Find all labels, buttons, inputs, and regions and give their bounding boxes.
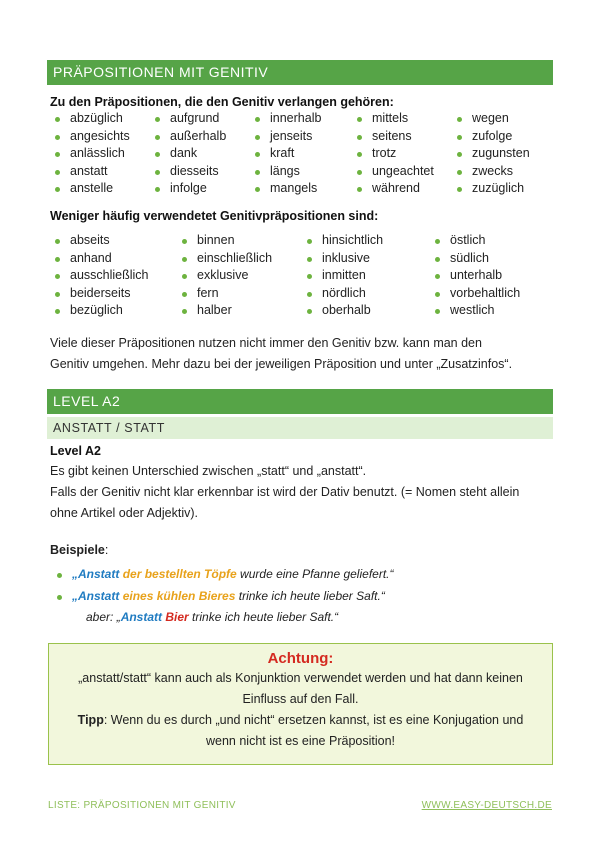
examples-colon: : (104, 543, 109, 557)
bullet-icon (357, 187, 362, 192)
rare-preposition-column-2 (177, 232, 272, 320)
level-label: Level A2 (50, 444, 101, 458)
bullet-icon (307, 274, 312, 279)
rare-preposition-column-4 (430, 232, 520, 320)
list-item: ausschließlich (50, 267, 149, 285)
list-item: beiderseits (50, 285, 149, 303)
list-item: während (352, 180, 434, 198)
bullet-icon (255, 170, 260, 175)
list-item: zufolge (452, 128, 530, 146)
footer-website-link[interactable]: WWW.EASY-DEUTSCH.DE (421, 800, 552, 811)
bullet-icon (307, 292, 312, 297)
attention-title: Achtung: (267, 650, 334, 667)
list-item: oberhalb (302, 302, 383, 320)
list-item: anhand (50, 250, 149, 268)
bullet-icon (457, 170, 462, 175)
bullet-icon (55, 152, 60, 157)
list-item: inmitten (302, 267, 383, 285)
list-item: angesichts (50, 128, 130, 146)
list-item: innerhalb (250, 110, 321, 128)
bullet-icon (182, 239, 187, 244)
note-line-1: Viele dieser Präpositionen nutzen nicht immer den Genitiv bzw. kann man den (50, 336, 482, 350)
bullet-icon (155, 117, 160, 122)
bullet-icon (307, 309, 312, 314)
highlighted-preposition: Anstatt (78, 567, 120, 581)
list-item: diesseits (150, 163, 226, 181)
bullet-icon (182, 257, 187, 262)
highlighted-preposition: Anstatt (78, 589, 120, 603)
bullet-icon (155, 152, 160, 157)
list-item: anstelle (50, 180, 130, 198)
attention-box (48, 643, 553, 765)
note-paragraph (50, 333, 550, 375)
bullet-icon (55, 170, 60, 175)
bullet-icon (155, 187, 160, 192)
bullet-icon (55, 292, 60, 297)
bullet-icon (357, 117, 362, 122)
bullet-icon (182, 309, 187, 314)
list-item: trotz (352, 145, 434, 163)
preposition-column-2 (150, 110, 226, 198)
bullet-icon (57, 573, 62, 578)
list-item: dank (150, 145, 226, 163)
bullet-icon (155, 135, 160, 140)
list-item: vorbehaltlich (430, 285, 520, 303)
section-header-genitive-prepositions: PRÄPOSITIONEN MIT GENITIV (47, 60, 553, 85)
bullet-icon (357, 152, 362, 157)
list-item: wegen (452, 110, 530, 128)
bullet-icon (457, 117, 462, 122)
list-item: ungeachtet (352, 163, 434, 181)
attention-line-1: „anstatt/statt“ kann auch als Konjunktion verwendet werden und hat dann keinen (78, 671, 523, 685)
bullet-icon (357, 170, 362, 175)
list-item: einschließlich (177, 250, 272, 268)
attention-tip-line: Tipp: Wenn du es durch „und nicht“ ersetzen kannst, ist es eine Konjugation und (77, 713, 524, 727)
list-item: mittels (352, 110, 434, 128)
list-item: kraft (250, 145, 321, 163)
example-sentence-3: aber: „Anstatt Bier trinke ich heute lieber Saft.“ (86, 610, 339, 624)
list-item: mangels (250, 180, 321, 198)
list-item: infolge (150, 180, 226, 198)
secondary-heading: Weniger häufig verwendetet Genitivpräpositionen sind: (50, 209, 379, 223)
list-item: inklusive (302, 250, 383, 268)
explanation-line-1: Es gibt keinen Unterschied zwischen „statt“ und „anstatt“. (50, 464, 367, 478)
bullet-icon (182, 292, 187, 297)
intro-heading: Zu den Präpositionen, die den Genitiv verlangen gehören: (50, 95, 394, 109)
bullet-icon (435, 292, 440, 297)
list-item: seitens (352, 128, 434, 146)
bullet-icon (435, 309, 440, 314)
bullet-icon (182, 274, 187, 279)
preposition-column-3 (250, 110, 321, 198)
list-item: nördlich (302, 285, 383, 303)
list-item: binnen (177, 232, 272, 250)
bullet-icon (307, 257, 312, 262)
bullet-icon (255, 187, 260, 192)
list-item: zugunsten (452, 145, 530, 163)
list-item: längs (250, 163, 321, 181)
list-item: zuzüglich (452, 180, 530, 198)
bullet-icon (435, 239, 440, 244)
bullet-icon (55, 187, 60, 192)
list-item: südlich (430, 250, 520, 268)
list-item: östlich (430, 232, 520, 250)
list-item: exklusive (177, 267, 272, 285)
preposition-column-1 (50, 110, 130, 198)
list-item: westlich (430, 302, 520, 320)
bullet-icon (435, 257, 440, 262)
list-item: zwecks (452, 163, 530, 181)
preposition-column-5 (452, 110, 530, 198)
list-item: jenseits (250, 128, 321, 146)
bullet-icon (55, 309, 60, 314)
bullet-icon (55, 135, 60, 140)
rare-preposition-column-3 (302, 232, 383, 320)
bullet-icon (255, 117, 260, 122)
list-item: anlässlich (50, 145, 130, 163)
list-item: außerhalb (150, 128, 226, 146)
preposition-column-4 (352, 110, 434, 198)
bullet-icon (55, 239, 60, 244)
list-item: fern (177, 285, 272, 303)
highlighted-genitive: eines kühlen Bieres (122, 589, 236, 603)
highlighted-preposition: Anstatt (120, 610, 163, 624)
bullet-icon (457, 187, 462, 192)
rare-preposition-column-1 (50, 232, 149, 320)
bullet-icon (57, 595, 62, 600)
bullet-icon (457, 135, 462, 140)
section-header-level-a2: LEVEL A2 (47, 389, 553, 414)
highlighted-genitive: der bestellten Töpfe (122, 567, 237, 581)
footer-document-title: LISTE: PRÄPOSITIONEN MIT GENITIV (48, 800, 236, 811)
bullet-icon (55, 117, 60, 122)
list-item: unterhalb (430, 267, 520, 285)
bullet-icon (55, 274, 60, 279)
bullet-icon (255, 152, 260, 157)
bullet-icon (457, 152, 462, 157)
explanation-paragraph (50, 461, 550, 524)
bullet-icon (155, 170, 160, 175)
bullet-icon (435, 274, 440, 279)
list-item: bezüglich (50, 302, 149, 320)
attention-line-2: Einfluss auf den Fall. (242, 692, 359, 706)
bullet-icon (307, 239, 312, 244)
list-item: anstatt (50, 163, 130, 181)
note-line-2: Genitiv umgehen. Mehr dazu bei der jeweiligen Präposition und unter „Zusatzinfos“. (50, 357, 513, 371)
examples-label: Beispiele (50, 543, 105, 557)
list-item: abzüglich (50, 110, 130, 128)
example-sentence-1: „Anstatt der bestellten Töpfe wurde eine Pfanne geliefert.“ (72, 567, 393, 581)
highlighted-dative-noun: Bier (165, 610, 189, 624)
list-item: halber (177, 302, 272, 320)
subsection-header-anstatt-statt: ANSTATT / STATT (47, 417, 553, 439)
bullet-icon (55, 257, 60, 262)
bullet-icon (357, 135, 362, 140)
explanation-line-3: ohne Artikel oder Adjektiv). (50, 506, 198, 520)
list-item: aufgrund (150, 110, 226, 128)
list-item: abseits (50, 232, 149, 250)
tip-label: Tipp (77, 713, 104, 727)
examples-heading (50, 540, 550, 561)
list-item: hinsichtlich (302, 232, 383, 250)
attention-line-4: wenn nicht ist es eine Präposition! (206, 734, 395, 748)
example-sentence-2: „Anstatt eines kühlen Bieres trinke ich heute lieber Saft.“ (72, 589, 385, 603)
bullet-icon (255, 135, 260, 140)
explanation-line-2: Falls der Genitiv nicht klar erkennbar ist wird der Dativ benutzt. (= Nomen steht allein (50, 485, 520, 499)
